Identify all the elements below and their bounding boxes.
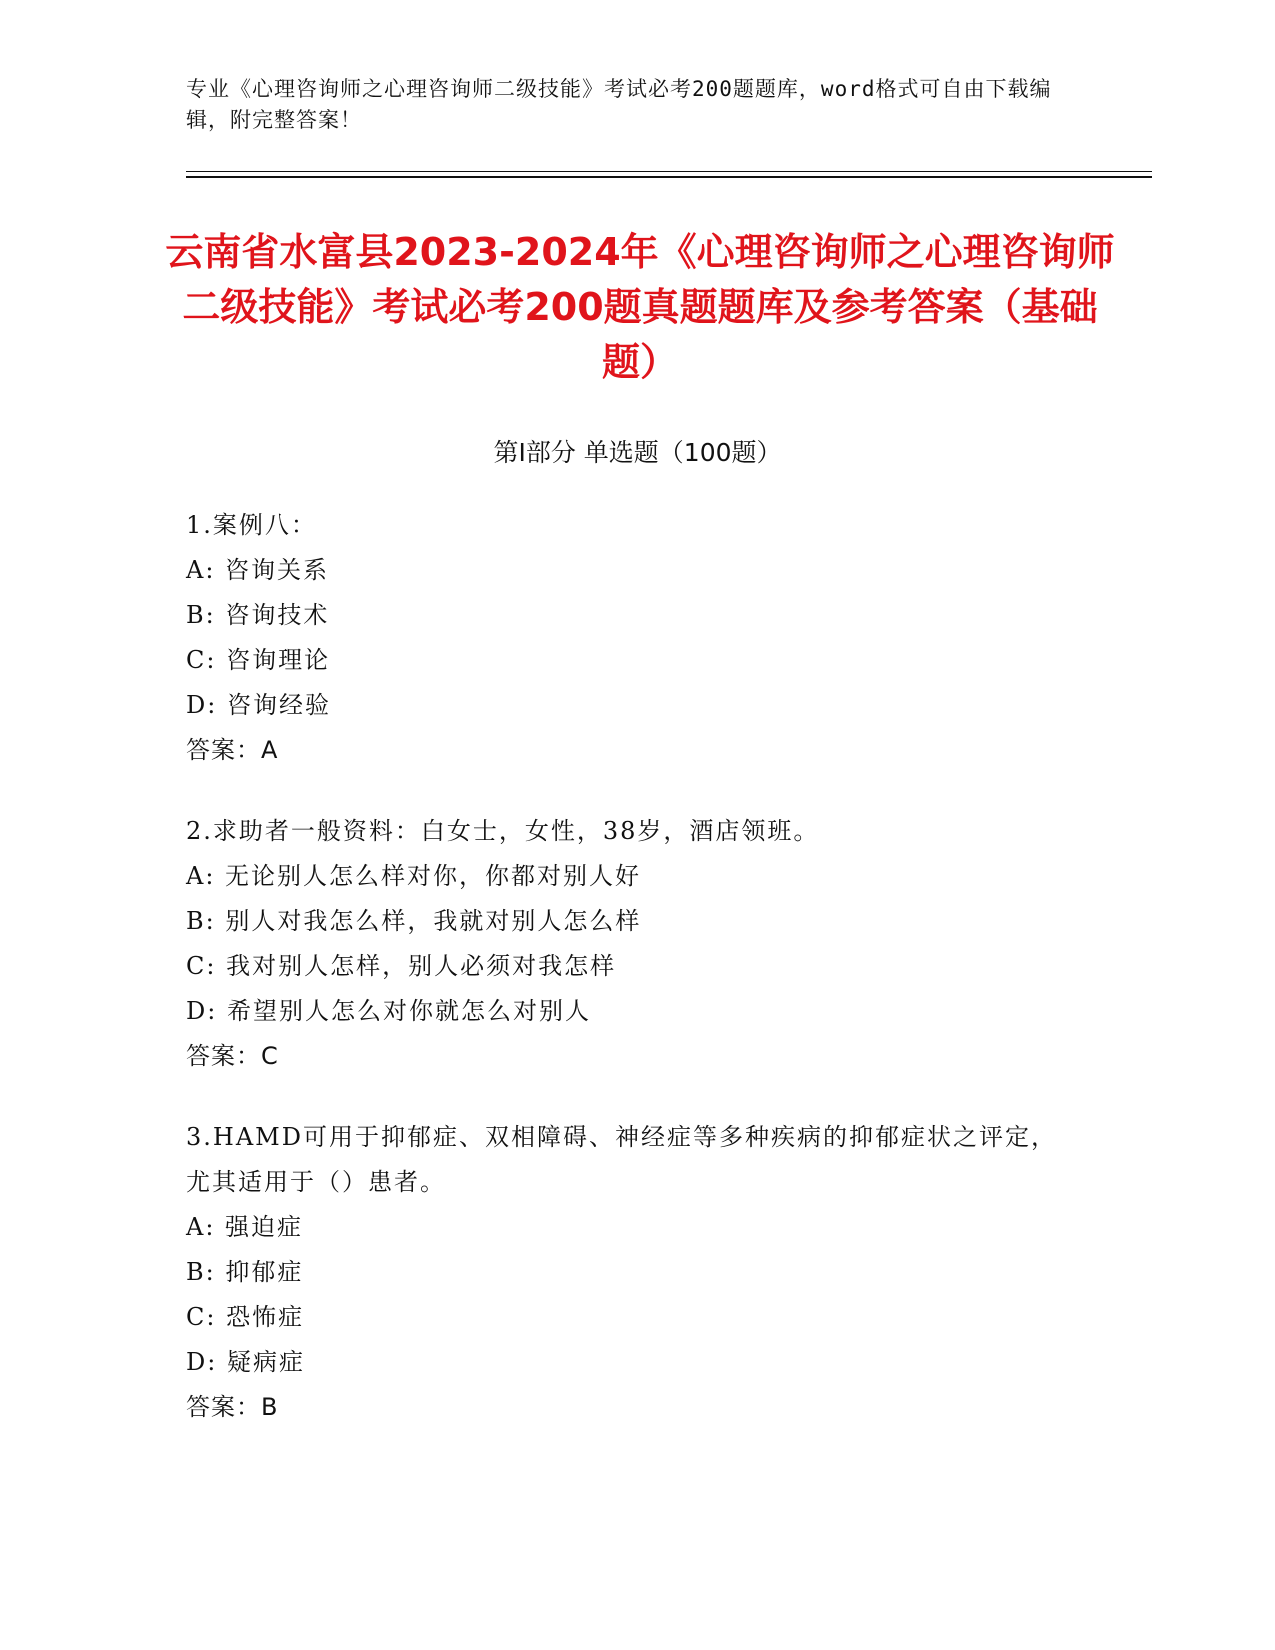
option-a: A: 强迫症 [186, 1213, 304, 1241]
option-d: D: 希望别人怎么对你就怎么对别人 [186, 997, 591, 1025]
option-d: D: 咨询经验 [186, 691, 331, 719]
option-a: A: 咨询关系 [186, 556, 330, 584]
question-stem: 3.HAMD可用于抑郁症、双相障碍、神经症等多种疾病的抑郁症状之评定，尤其适用于（）患者。 [186, 1123, 1057, 1196]
document-intro: 专业《心理咨询师之心理咨询师二级技能》考试必考200题题库，word格式可自由下载编辑，附完整答案！ [186, 77, 1052, 132]
option-a: A: 无论别人怎么样对你，你都对别人好 [186, 862, 642, 890]
document-title: 云南省水富县2023-2024年《心理咨询师之心理咨询师二级技能》考试必考200题真题题库及参考答案（基础题） [165, 230, 1115, 384]
answer: 答案：C [186, 1042, 279, 1070]
question-2 [186, 809, 1066, 1079]
question-1 [186, 503, 1066, 773]
answer: 答案：A [186, 736, 279, 764]
question-3 [186, 1115, 1066, 1430]
option-c: C: 恐怖症 [186, 1303, 305, 1331]
question-stem: 1.案例八： [186, 511, 317, 539]
option-c: C: 我对别人怎样，别人必须对我怎样 [186, 952, 617, 980]
answer: 答案：B [186, 1393, 279, 1421]
option-c: C: 咨询理论 [186, 646, 331, 674]
option-b: B: 抑郁症 [186, 1258, 304, 1286]
header-rule-top [186, 171, 1152, 172]
option-d: D: 疑病症 [186, 1348, 305, 1376]
question-stem: 2.求助者一般资料：白女士，女性，38岁，酒店领班。 [186, 817, 820, 845]
section-heading: 第I部分 单选题（100题） [493, 438, 782, 467]
option-b: B: 咨询技术 [186, 601, 330, 629]
header-rule-bottom [186, 176, 1152, 178]
option-b: B: 别人对我怎么样，我就对别人怎么样 [186, 907, 642, 935]
